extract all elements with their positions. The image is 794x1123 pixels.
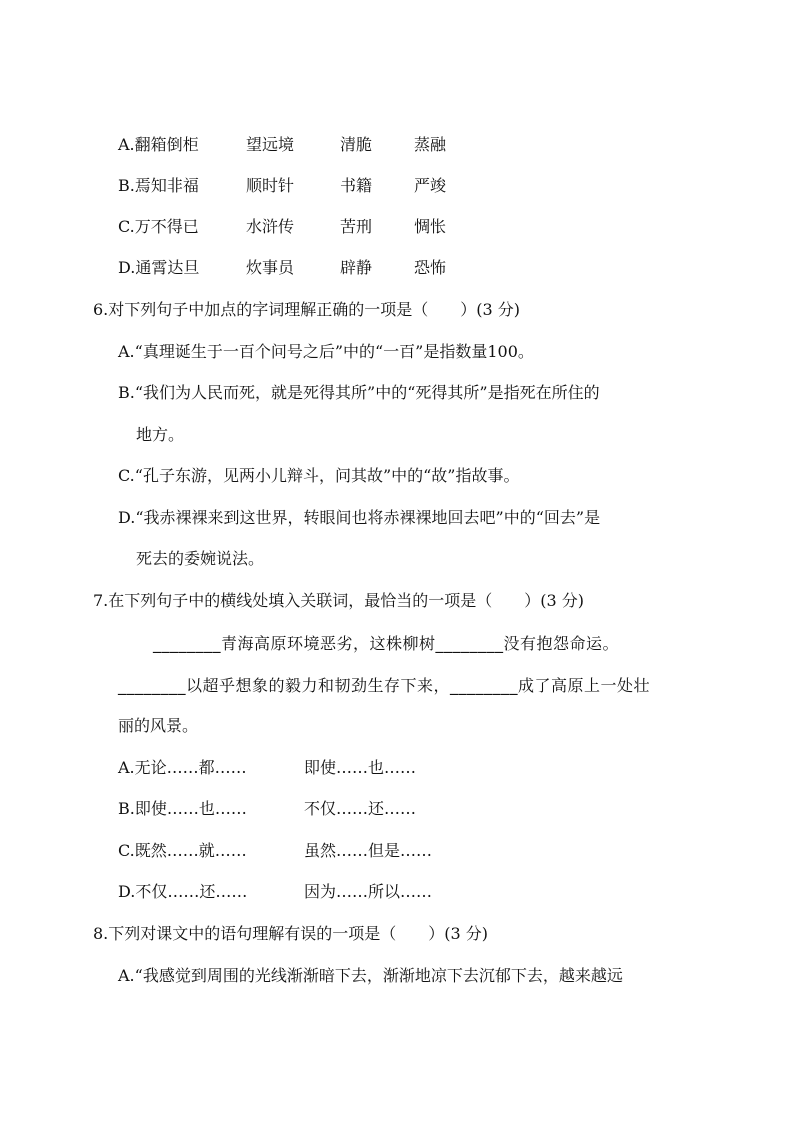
- q7-option-a-word: 即使……也……: [304, 758, 417, 777]
- q5-option-d-text: D.通霄达旦: [118, 258, 200, 277]
- q6-stem: 6.对下列句子中加点的字词理解正确的一项是（ ）(3 分): [93, 300, 521, 319]
- q7-option-b-text: B.即使……也……: [118, 799, 247, 818]
- q5-option-b-word: 书籍: [340, 176, 373, 195]
- q5-option-c-text: C.万不得已: [118, 217, 199, 236]
- q5-option-c-word: 水浒传: [246, 217, 295, 236]
- q5-option-c-word: 惆怅: [414, 217, 447, 236]
- q6-option-b-continued: 地方。: [136, 425, 185, 444]
- q5-option-d-word: 辟静: [340, 258, 373, 277]
- q8-option-a: A.“我感觉到周围的光线渐渐暗下去，渐渐地凉下去沉郁下去，越来越远: [118, 966, 623, 985]
- q5-option-b-word: 严竣: [414, 176, 447, 195]
- q7-option-b-word: 不仅……还……: [304, 799, 417, 818]
- q5-option-c-word: 苦刑: [340, 217, 373, 236]
- q7-passage-line: 丽的风景。: [118, 716, 199, 735]
- q5-option-b-word: 顺时针: [246, 176, 295, 195]
- q5-option-d-word: 炊事员: [246, 258, 295, 277]
- q5-option-d-word: 恐怖: [414, 258, 447, 277]
- q5-option-b-text: B.焉知非福: [118, 176, 199, 195]
- q6-option-d-continued: 死去的委婉说法。: [136, 549, 265, 568]
- q7-option-d-word: 因为……所以……: [304, 882, 433, 901]
- q8-stem: 8.下列对课文中的语句理解有误的一项是（ ）(3 分): [93, 924, 489, 943]
- q6-option-b: B.“我们为人民而死，就是死得其所”中的“死得其所”是指死在所住的: [118, 383, 600, 402]
- q6-option-c: C.“孔子东游，见两小儿辩斗，问其故”中的“故”指故事。: [118, 466, 520, 485]
- q7-option-c-word: 虽然……但是……: [304, 841, 433, 860]
- q6-option-d: D.“我赤裸裸来到这世界，转眼间也将赤裸裸地回去吧”中的“回去”是: [118, 508, 601, 527]
- q7-option-a-text: A.无论……都……: [118, 758, 247, 777]
- q5-option-a-text: A.翻箱倒柜: [118, 135, 199, 154]
- q7-option-d-text: D.不仅……还……: [118, 882, 248, 901]
- q5-option-a-word: 望远境: [246, 135, 295, 154]
- q7-option-c-text: C.既然……就……: [118, 841, 247, 860]
- q5-option-a-word: 蒸融: [414, 135, 447, 154]
- q5-option-a-word: 清脆: [340, 135, 373, 154]
- q7-stem: 7.在下列句子中的横线处填入关联词，最恰当的一项是（ ）(3 分): [93, 591, 585, 610]
- q6-option-a: A.“真理诞生于一百个问号之后”中的“一百”是指数量100。: [118, 342, 534, 361]
- q7-passage-line: ________青海高原环境恶劣，这株柳树________没有抱怨命运。: [153, 634, 620, 653]
- q7-passage-line: ________以超乎想象的毅力和韧劲生存下来，________成了高原上一处壮: [118, 676, 651, 695]
